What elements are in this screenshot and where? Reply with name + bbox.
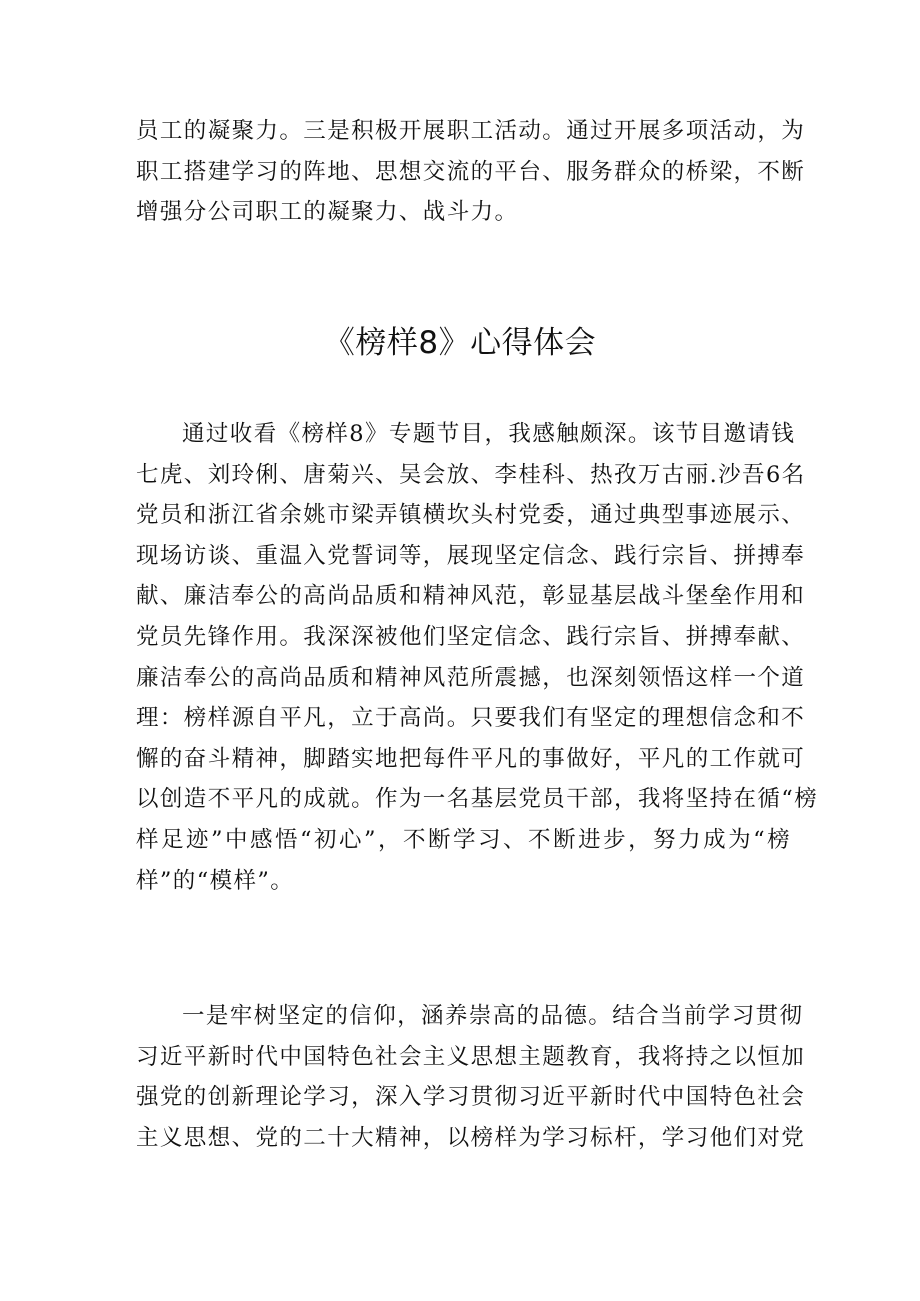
document-title: 《榜样8》心得体会 — [323, 325, 597, 361]
paragraph-line: 职工搭建学习的阵地、思想交流的平台、服务群众的桥梁，不断 — [136, 158, 806, 185]
paragraph-line: 懈的奋斗精神，脚踏实地把每件平凡的事做好，平凡的工作就可 — [136, 745, 806, 772]
paragraph-line: 一是牢树坚定的信仰，涵养崇高的品德。结合当前学习贯彻 — [182, 1003, 804, 1029]
paragraph-line: 七虎、刘玲俐、唐菊兴、吴会放、李桂科、热孜万古丽.沙吾6名 — [136, 461, 806, 488]
paragraph-line: 党员和浙江省余姚市梁弄镇横坎头村党委，通过典型事迹展示、 — [136, 502, 806, 529]
paragraph-line: 献、廉洁奉公的高尚品质和精神风范，彰显基层战斗堡垒作用和 — [136, 583, 806, 610]
body-paragraph-2 — [136, 996, 806, 1158]
paragraph-line: 主义思想、党的二十大精神，以榜样为学习标杆，学习他们对党 — [136, 1124, 806, 1151]
paragraph-line: 廉洁奉公的高尚品质和精神风范所震撼，也深刻领悟这样一个道 — [136, 664, 806, 691]
paragraph-line: 增强分公司职工的凝聚力、战斗力。 — [136, 199, 519, 226]
paragraph-line: 理：榜样源自平凡，立于高尚。只要我们有坚定的理想信念和不 — [136, 705, 806, 732]
paragraph-line: 样足迹”中感悟“初心”，不断学习、不断进步，努力成为“榜 — [136, 826, 791, 853]
paragraph-line: 以创造不平凡的成就。作为一名基层党员干部，我将坚持在循“榜 — [136, 786, 819, 813]
paragraph-line: 通过收看《榜样8》专题节目，我感触颇深。该节目邀请钱 — [182, 421, 796, 447]
body-paragraph-1 — [136, 414, 819, 901]
intro-paragraph — [136, 111, 806, 233]
paragraph-line: 样”的“模样”。 — [136, 867, 295, 894]
paragraph-line: 员工的凝聚力。三是积极开展职工活动。通过开展多项活动，为 — [136, 118, 806, 144]
paragraph-line: 党员先锋作用。我深深被他们坚定信念、践行宗旨、拼搏奉献、 — [136, 623, 806, 650]
paragraph-line: 强党的创新理论学习，深入学习贯彻习近平新时代中国特色社会 — [136, 1084, 806, 1111]
paragraph-line: 现场访谈、重温入党誓词等，展现坚定信念、践行宗旨、拼搏奉 — [136, 542, 806, 569]
paragraph-line: 习近平新时代中国特色社会主义思想主题教育，我将持之以恒加 — [136, 1043, 806, 1070]
